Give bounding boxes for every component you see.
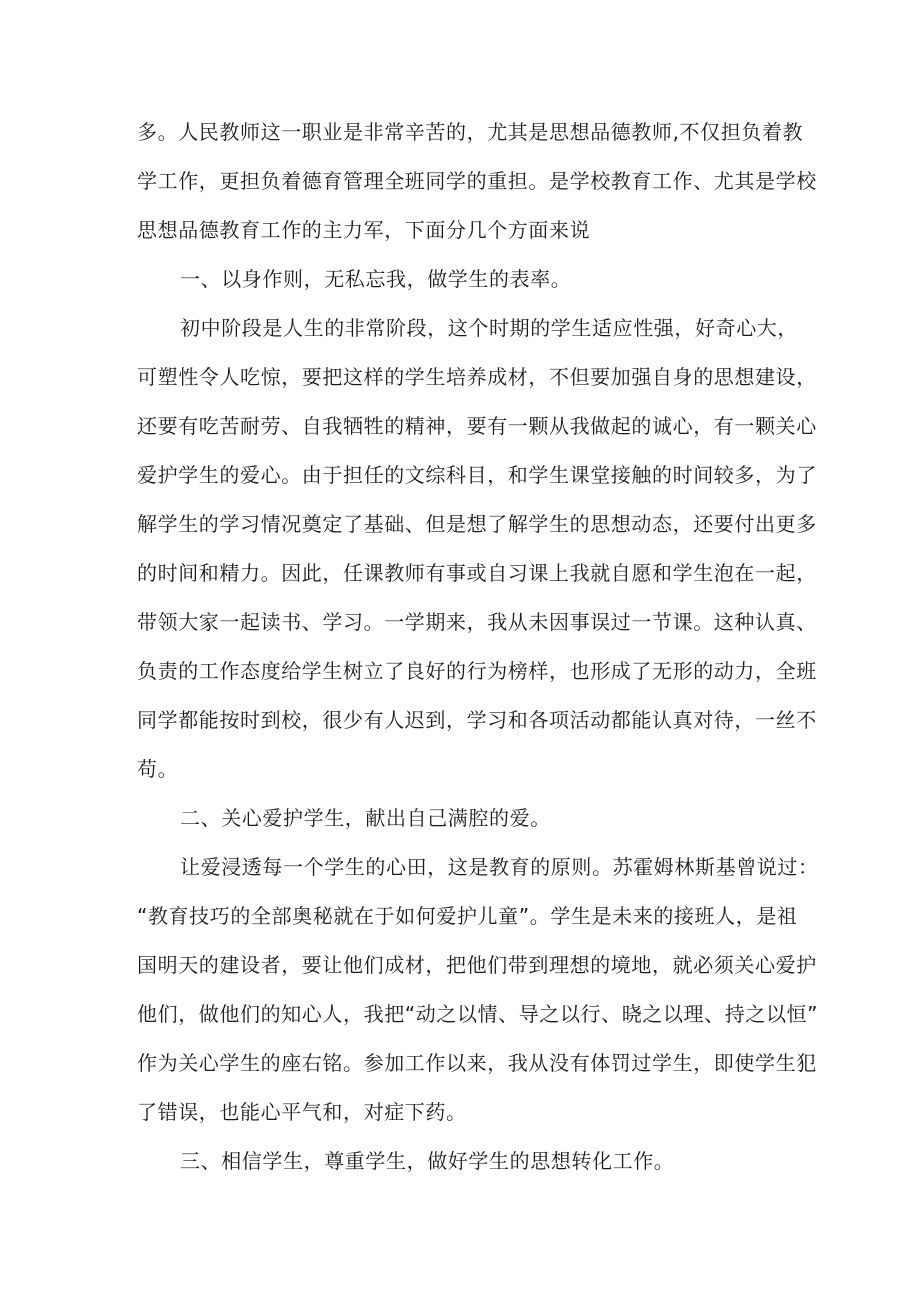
paragraph-line: 还要有吃苦耐劳、自我牺牲的精神，要有一颗从我做起的诚心，有一颗关心: [137, 414, 817, 438]
paragraph-line: 了错误，也能心平气和，对症下药。: [137, 1100, 467, 1124]
paragraph-line: 国明天的建设者，要让他们成材，把他们带到理想的境地，就必须关心爱护: [137, 953, 817, 977]
paragraph-line: 爱护学生的爱心。由于担任的文综科目，和学生课堂接触的时间较多，为了: [137, 463, 817, 487]
paragraph-line: 初中阶段是人生的非常阶段，这个时期的学生适应性强，好奇心大，: [180, 316, 798, 340]
section-heading-1: 一、以身作则，无私忘我，做学生的表率。: [180, 267, 572, 291]
paragraph-line: 作为关心学生的座右铭。参加工作以来，我从没有体罚过学生，即使学生犯: [137, 1051, 817, 1075]
section-heading-3: 三、相信学生，尊重学生，做好学生的思想转化工作。: [180, 1149, 675, 1173]
paragraph-line: 多。人民教师这一职业是非常辛苦的，尤其是思想品德教师,不仅担负着教: [137, 120, 804, 144]
section-heading-2: 二、关心爱护学生，献出自己满腔的爱。: [180, 806, 551, 830]
paragraph-line: 学工作，更担负着德育管理全班同学的重担。是学校教育工作、尤其是学校: [137, 169, 817, 193]
paragraph-line: 同学都能按时到校，很少有人迟到，学习和各项活动都能认真对待，一丝不: [137, 708, 817, 732]
paragraph-line: 的时间和精力。因此，任课教师有事或自习课上我就自愿和学生泡在一起，: [137, 561, 817, 585]
paragraph-line: “教育技巧的全部奥秘就在于如何爱护儿童”。学生是未来的接班人，是祖: [137, 904, 798, 928]
paragraph-line: 可塑性令人吃惊，要把这样的学生培养成材，不但要加强自身的思想建设，: [137, 365, 817, 389]
paragraph-line: 带领大家一起读书、学习。一学期来，我从未因事误过一节课。这种认真、: [137, 610, 817, 634]
paragraph-line: 他们，做他们的知心人，我把“动之以情、导之以行、晓之以理、持之以恒”: [137, 1002, 819, 1026]
paragraph-line: 苟。: [137, 757, 179, 781]
paragraph-line: 让爱浸透每一个学生的心田，这是教育的原则。苏霍姆林斯基曾说过：: [180, 855, 819, 879]
paragraph-line: 思想品德教育工作的主力军，下面分几个方面来说: [137, 218, 591, 242]
paragraph-line: 解学生的学习情况奠定了基础、但是想了解学生的思想动态，还要付出更多: [137, 512, 817, 536]
paragraph-line: 负责的工作态度给学生树立了良好的行为榜样，也形成了无形的动力，全班: [137, 659, 817, 683]
